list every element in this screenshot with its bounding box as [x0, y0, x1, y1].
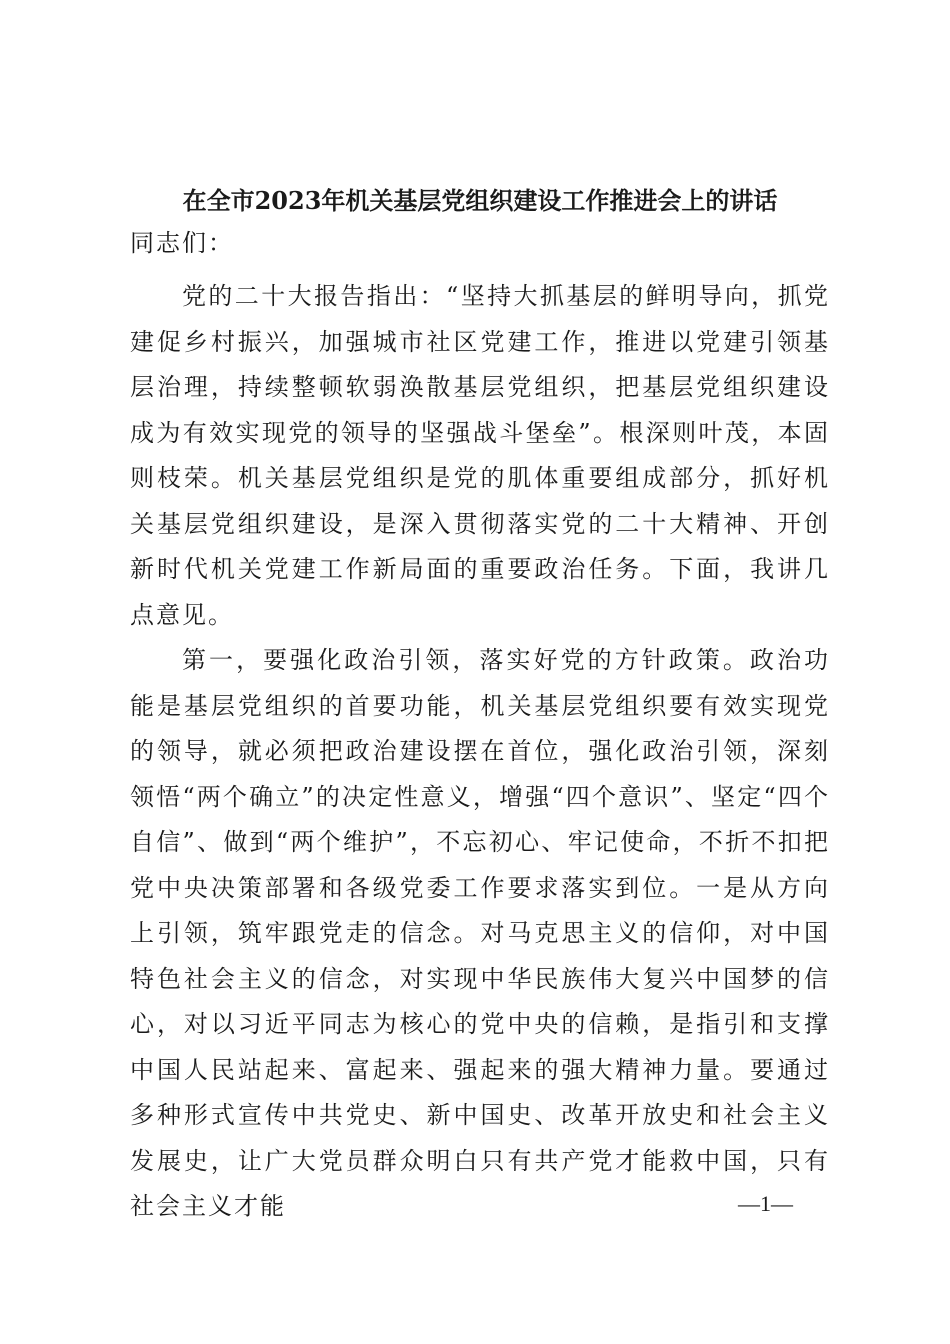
- paragraph-intro: 党的二十大报告指出：“坚持大抓基层的鲜明导向，抓党建促乡村振兴，加强城市社区党建工作，推进以党建引领基层治理，持续整顿软弱涣散基层党组织，把基层党组织建设成为有效实现党的领导的坚强战斗堡垒”。根深则叶茂，本固则枝荣。机关基层党组织是党的肌体重要组成部分，抓好机关基层党组织建设，是深入贯彻落实党的二十大精神、开创新时代机关党建工作新局面的重要政治任务。下面，我讲几点意见。: [130, 282, 830, 629]
- document-title: 在全市2023年机关基层党组织建设工作推进会上的讲话: [182, 186, 778, 215]
- paragraph-point-one: 第一，要强化政治引领，落实好党的方针政策。政治功能是基层党组织的首要功能，机关基层党组织要有效实现党的领导，就必须把政治建设摆在首位，强化政治引领，深刻领悟“两个确立”的决定性意义，增强“四个意识”、坚定“四个自信”、做到“两个维护”，不忘初心、牢记使命，不折不扣把党中央决策部署和各级党委工作要求落实到位。一是从方向上引领，筑牢跟党走的信念。对马克思主义的信仰，对中国特色社会主义的信念，对实现中华民族伟大复兴中国梦的信心，对以习近平同志为核心的党中央的信赖，是指引和支撑中国人民站起来、富起来、强起来的强大精神力量。要通过多种形式宣传中共党史、新中国史、改革开放史和社会主义发展史，让广大党员群众明白只有共产党才能救中国，只有社会主义才能: [130, 646, 830, 1220]
- page-number: —1—: [738, 1191, 793, 1216]
- document-body: [130, 180, 830, 1230]
- salutation: 同志们：: [130, 229, 234, 257]
